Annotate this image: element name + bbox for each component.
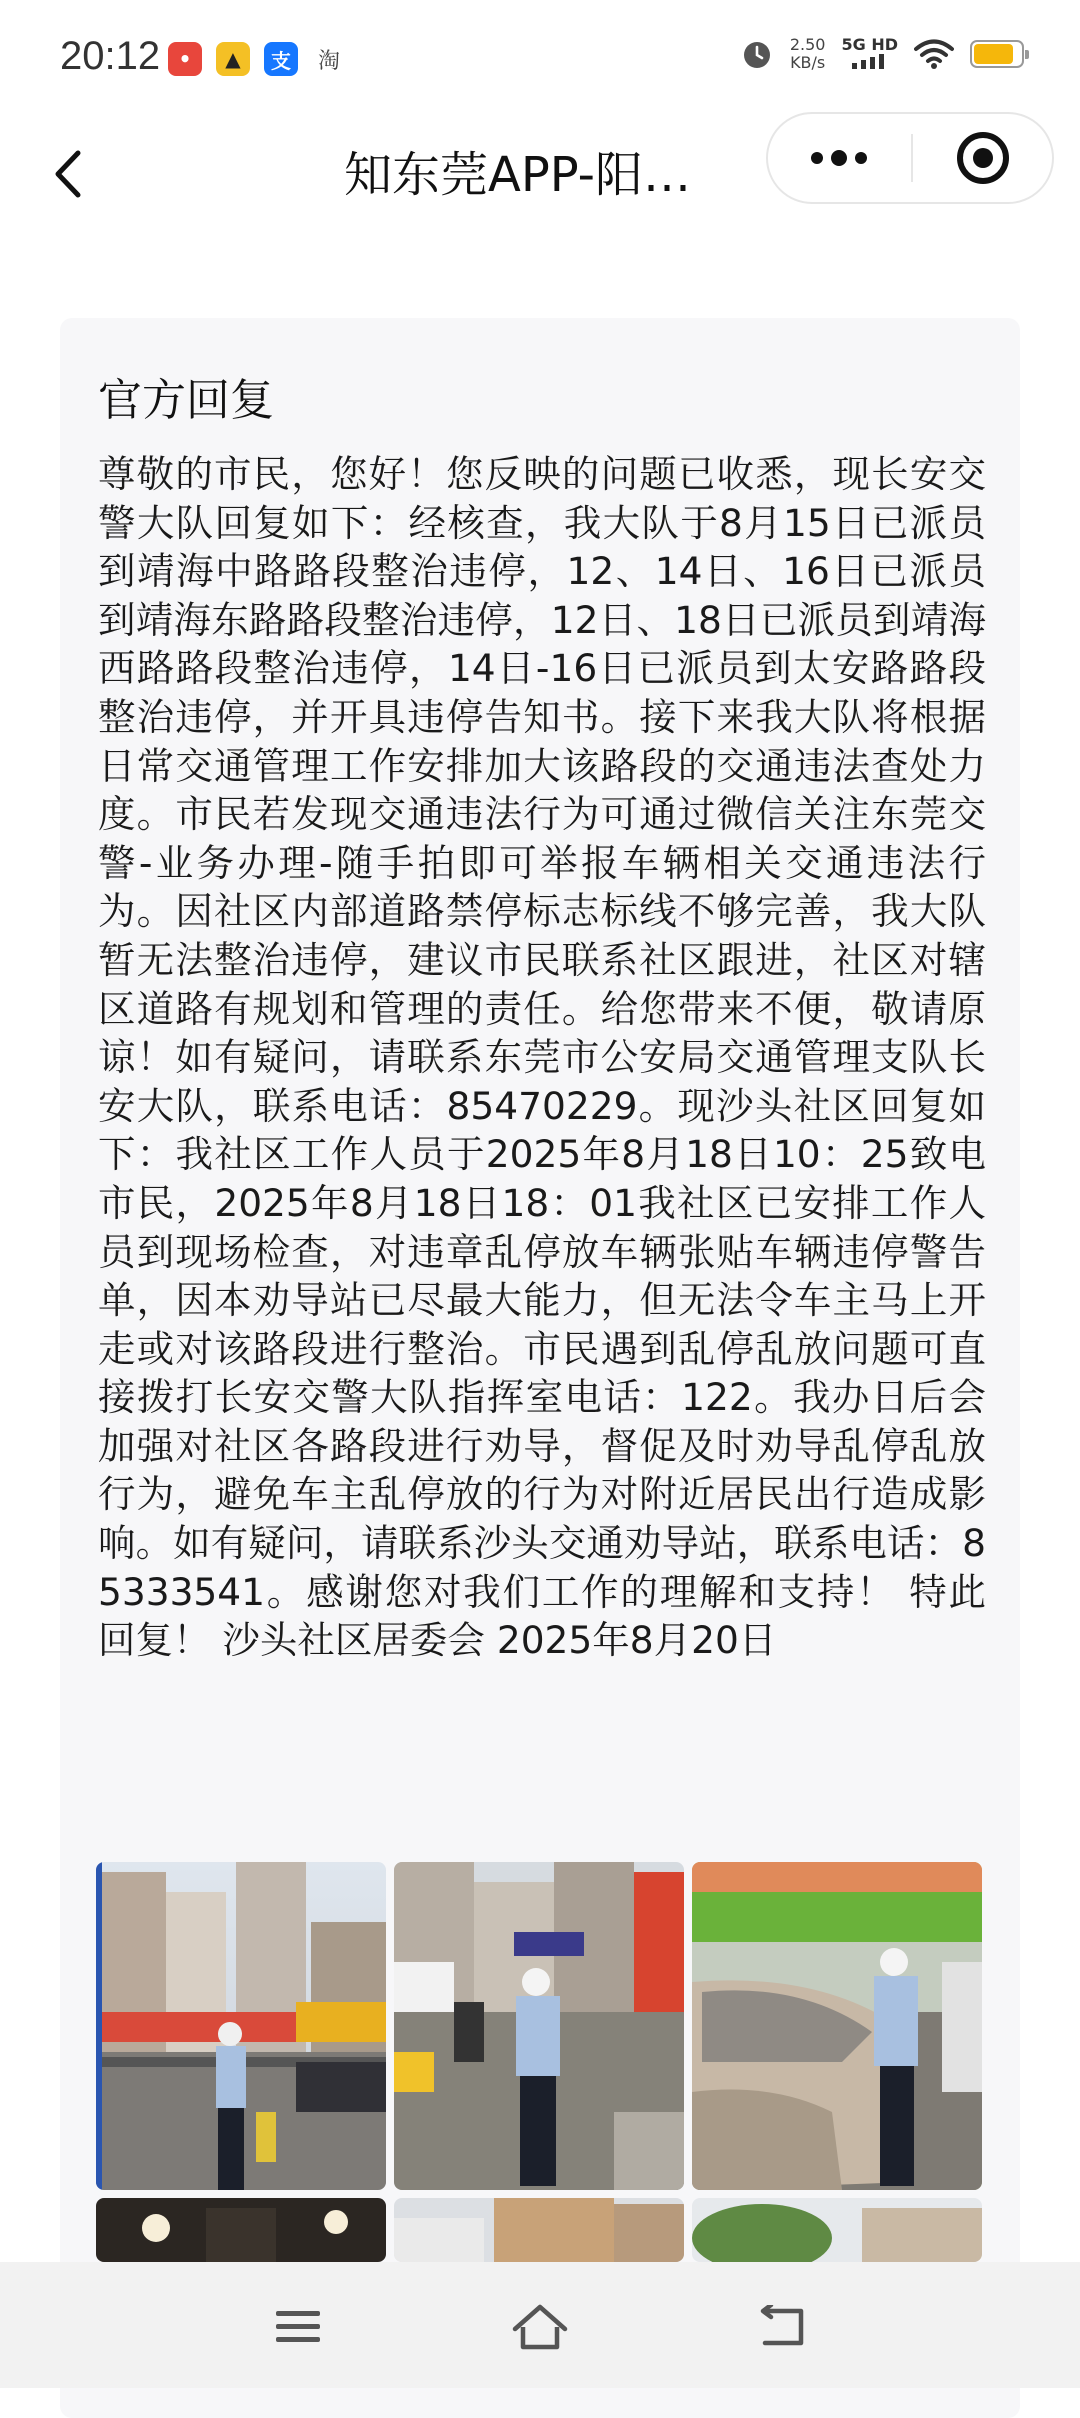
- page-title: 知东莞APP-阳…: [344, 147, 691, 203]
- system-back-button[interactable]: [752, 2302, 812, 2352]
- reply-body: 尊敬的市民，您好！您反映的问题已收悉，现长安交警大队回复如下：经核查，我大队于8月15日已派员到靖海中路路段整治违停，12、14日、16日已派员到靖海东路路段整治违停，12日、18日已派员到靖海西路路段整治违停，14日-16日已派员到太安路路段整治违停，并开具违停告知书。接下来我大队将根据日常交通管理工作安排加大该路段的交通违法查处力度。市民若发现交通违法行为可通过微信关注东莞交警-业务办理-随手拍即可举报车辆相关交通违法行为。因社区内部道路禁停标志标线不够完善，我大队暂无法整治违停，建议市民联系社区跟进，社区对辖区道路有规划和管理的责任。给您带来不便，敬请原谅！如有疑问，请联系东莞市公安局交通管理支队长安大队，联系电话：85470229。现沙头社区回复如下：我社区工作人员于2025年8月18日10：25致电市民，2025年8月18日18：01我社区已安排工作人员到现场检查，对违章乱停放车辆张贴车辆违停警告单，因本劝导站已尽最大能力，但无法令车主马上开走或对该路段进行整治。市民遇到乱停乱放问题可直接拨打长安交警大队指挥室电话：122。我办日后会加强对社区各路段进行劝导，督促及时劝导乱停乱放行为，避免车主乱停放的行为对附近居民出行造成影响。如有疑问，请联系沙头交通劝导站，联系电话：85333541。感谢您对我们工作的理解和支持！ 特此回复！ 沙头社区居委会 2025年8月20日: [98, 452, 986, 1663]
- system-nav-bar: [0, 2262, 1080, 2388]
- menu-icon: [274, 2307, 322, 2347]
- status-time: 20:12: [60, 34, 161, 78]
- net-speed: 2.50 KB/s: [789, 35, 826, 72]
- wifi-icon: [914, 38, 954, 70]
- recent-apps-button[interactable]: [268, 2302, 328, 2352]
- taobao-icon: 淘: [317, 48, 340, 74]
- more-dots-icon: [807, 148, 871, 168]
- battery-level: [974, 44, 1013, 64]
- photo-street-officer-1[interactable]: [96, 1862, 386, 2190]
- back-button[interactable]: [36, 142, 100, 206]
- status-indicators: [740, 36, 1024, 72]
- network-indicator: 5G HD: [841, 37, 898, 72]
- app-notification-icon: ▲: [216, 42, 250, 76]
- card-title: 官方回复: [98, 375, 274, 426]
- photo-car-ticket[interactable]: [692, 1862, 982, 2190]
- battery-icon: [970, 40, 1024, 68]
- mini-program-nav-bar: [0, 112, 1080, 242]
- photo-street-trees[interactable]: [692, 2198, 982, 2262]
- back-arrow-icon: [757, 2305, 807, 2349]
- status-app-icons: [168, 42, 346, 76]
- alipay-icon: 支: [264, 42, 298, 76]
- photo-indoor[interactable]: [96, 2198, 386, 2262]
- home-button[interactable]: [510, 2302, 570, 2352]
- photo-building[interactable]: [394, 2198, 684, 2262]
- close-mini-program-button[interactable]: [914, 114, 1052, 202]
- capsule-divider: [911, 134, 913, 182]
- signal-icon: [850, 53, 890, 69]
- status-bar: [0, 0, 1080, 112]
- more-button[interactable]: [768, 114, 910, 202]
- photo-street-officer-2[interactable]: [394, 1862, 684, 2190]
- alarm-icon: [740, 37, 774, 71]
- target-close-icon: [955, 130, 1011, 186]
- capsule-menu: [766, 112, 1054, 204]
- app-notification-icon: •: [168, 42, 202, 76]
- chevron-left-icon: [48, 149, 88, 199]
- home-icon: [511, 2303, 569, 2351]
